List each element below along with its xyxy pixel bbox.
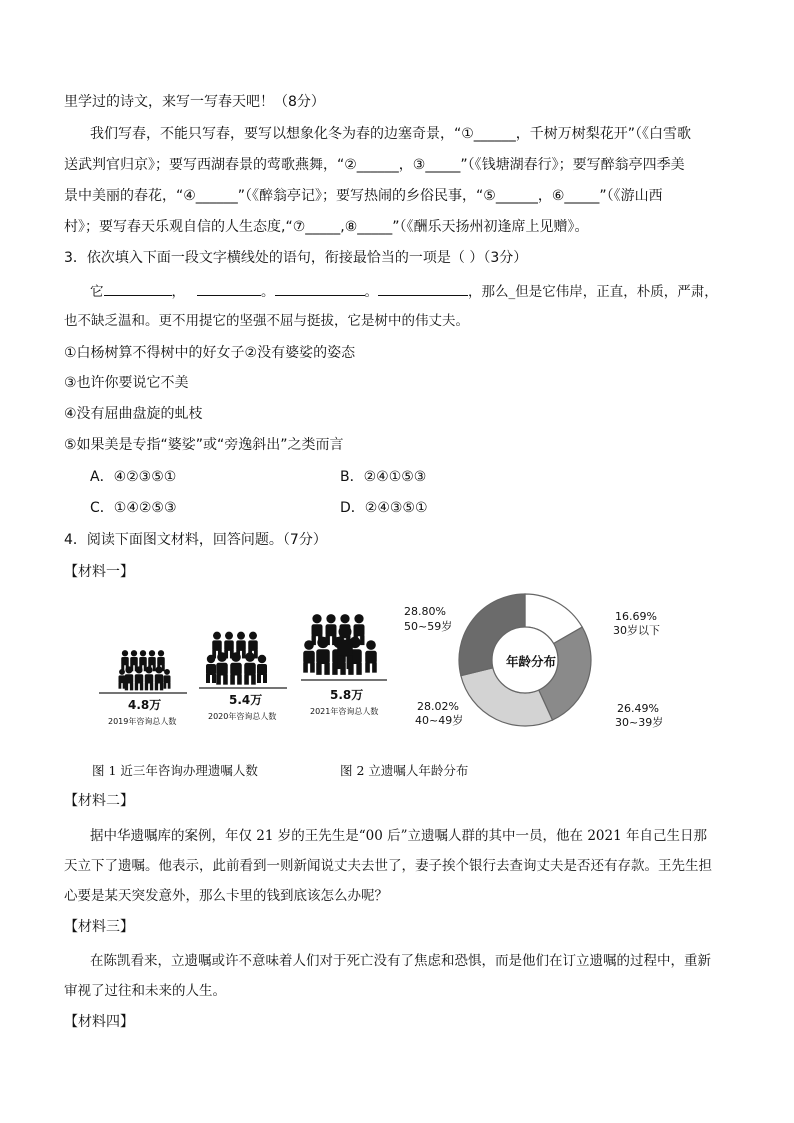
bar-value-2020: 5.4万 — [229, 693, 263, 707]
q3-option-a[interactable]: A．④②③⑤① — [90, 469, 177, 485]
slice-label-range-30-39: 30~39岁 — [615, 716, 664, 729]
q3-para-sep-1: ， — [171, 284, 185, 300]
intro-line-4: 景中美丽的春花，“④______”（《醉翁亭记》；要写热闹的乡俗民事，“⑤______，⑥_____”（《游山西 — [64, 188, 663, 204]
q3-question: 3．依次填入下面一段文字横线处的语句，衔接最恰当的一项是（ ）（3分） — [64, 250, 528, 266]
material-3-line-2: 审视了过往和未来的人生。 — [64, 983, 226, 999]
slice-label-range-40-49: 40~49岁 — [415, 714, 464, 727]
material-4-heading: 【材料四】 — [64, 1014, 134, 1030]
q3-option-b[interactable]: B．②④①⑤③ — [340, 469, 427, 485]
material-2-line-2: 天立下了遗嘱。他表示，此前看到一则新闻说丈夫去世了，妻子挨个银行去查询丈夫是否还有存款。王先生担 — [64, 858, 712, 874]
q3-paragraph-line-2: 也不缺乏温和。更不用提它的坚强不屈与挺拔，它是树中的伟丈夫。 — [64, 313, 469, 329]
material-3-line-1: 在陈凯看来，立遗嘱或许不意味着人们对于死亡没有了焦虑和恐惧，而是他们在订立遗嘱的过程中，重新 — [90, 953, 711, 969]
material-2-line-3: 心要是某天突发意外，那么卡里的钱到底该怎么办呢？ — [64, 888, 388, 904]
slice-label-range-50-59: 50~59岁 — [404, 620, 453, 633]
figure-1-caption: 图 1 近三年咨询办理遗嘱人数 — [92, 763, 258, 778]
q3-blank-1[interactable] — [104, 281, 172, 296]
figure-2-caption: 图 2 立遗嘱人年龄分布 — [340, 763, 469, 778]
q3-para-sep-2: 。 — [261, 284, 275, 300]
bar-label-2021: 2021年咨询总人数 — [310, 707, 379, 716]
people-icon-group-2019 — [119, 650, 171, 690]
material-1-heading: 【材料一】 — [64, 564, 134, 580]
q3-option-c[interactable]: C．①④②⑤③ — [90, 500, 177, 516]
slice-label-pct-30-39: 26.49% — [617, 702, 659, 715]
material-2-line-1: 据中华遗嘱库的案例，年仅 21 岁的王先生是“00 后”立遗嘱人群的其中一员，他在 2021 年自己生日那 — [90, 828, 707, 844]
material-3-heading: 【材料三】 — [64, 919, 134, 935]
bar-label-2019: 2019年咨询总人数 — [108, 717, 177, 726]
bar-value-2019: 4.8万 — [128, 698, 162, 712]
slice-label-pct-under-30: 16.69% — [615, 610, 657, 623]
q3-paragraph-line-1 — [90, 281, 718, 302]
material-2-heading: 【材料二】 — [64, 793, 134, 809]
intro-line-1: 里学过的诗文，来写一写春天吧！（8分） — [64, 94, 325, 110]
people-icon-group-2020 — [206, 632, 267, 685]
q3-option-d[interactable]: D．②④③⑤① — [340, 500, 428, 516]
q3-blank-4[interactable] — [378, 281, 468, 296]
slice-label-range-under-30: 30岁以下 — [613, 624, 660, 637]
donut-center-label: 年龄分布 — [506, 654, 557, 669]
bar-value-2021: 5.8万 — [330, 688, 364, 702]
q3-para-end: ，那么_但是它伟岸，正直，朴质，严肃， — [468, 284, 718, 300]
q3-item-1: ①白杨树算不得树中的好女子②没有婆娑的姿态 — [64, 345, 356, 361]
q3-para-start: 它 — [90, 284, 104, 300]
q3-blank-3[interactable] — [275, 281, 365, 296]
q4-question: 4．阅读下面图文材料，回答问题。（7分） — [64, 532, 327, 548]
intro-line-2: 我们写春，不能只写春，要写以想象化冬为春的边塞奇景，“①______，千树万树梨花开”（《白雪歌 — [90, 126, 692, 142]
bar-label-2020: 2020年咨询总人数 — [208, 712, 277, 721]
people-icon-group-2021 — [303, 614, 377, 675]
intro-line-3: 送武判官归京》；要写西湖春景的莺歌燕舞，“②______，③_____”（《钱塘湖春行》；要写醉翁亭四季美 — [64, 157, 685, 173]
q3-blank-2[interactable] — [197, 281, 261, 296]
slice-label-pct-50-59: 28.80% — [404, 605, 446, 618]
q3-para-sep-3: 。 — [364, 284, 378, 300]
q3-item-3: ④没有屈曲盘旋的虬枝 — [64, 406, 203, 422]
slice-label-pct-40-49: 28.02% — [417, 700, 459, 713]
q3-item-2: ③也许你要说它不美 — [64, 375, 189, 391]
intro-line-5: 村》；要写春天乐观自信的人生态度,“⑦_____,⑧_____”（《酬乐天扬州初逢席上见赠》。 — [64, 219, 589, 235]
q3-item-4: ⑤如果美是专指“婆娑”或“旁逸斜出”之类而言 — [64, 437, 344, 453]
